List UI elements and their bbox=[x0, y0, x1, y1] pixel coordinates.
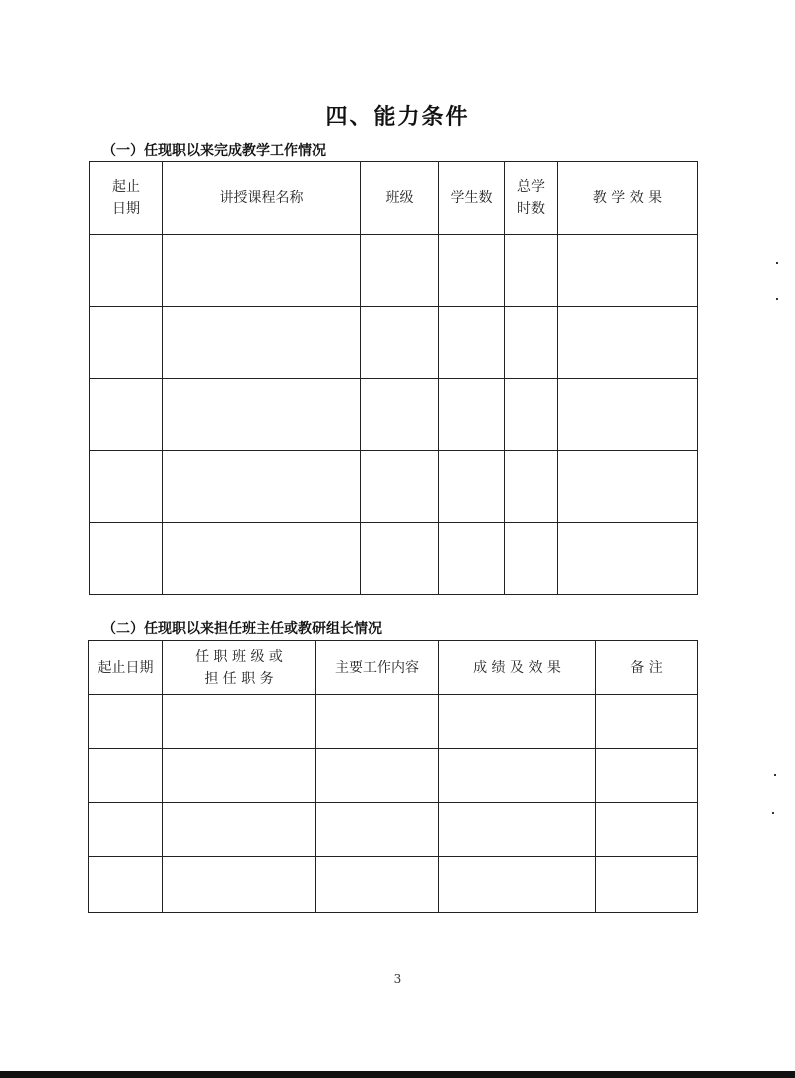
cell-class[interactable] bbox=[361, 451, 439, 523]
header-teaching-effect: 教 学 效 果 bbox=[558, 162, 698, 235]
table-row bbox=[89, 749, 698, 803]
cell-hours[interactable] bbox=[505, 523, 558, 595]
cell-effect[interactable] bbox=[558, 523, 698, 595]
cell-hours[interactable] bbox=[505, 451, 558, 523]
cell-date[interactable] bbox=[89, 749, 163, 803]
cell-position[interactable] bbox=[163, 803, 316, 857]
scan-speck bbox=[776, 298, 778, 300]
cell-class[interactable] bbox=[361, 379, 439, 451]
header-main-work: 主要工作内容 bbox=[316, 641, 439, 695]
header-student-count: 学生数 bbox=[439, 162, 505, 235]
cell-students[interactable] bbox=[439, 379, 505, 451]
cell-effect[interactable] bbox=[558, 235, 698, 307]
scan-speck bbox=[772, 812, 774, 814]
table-row bbox=[89, 803, 698, 857]
page-number: 3 bbox=[393, 972, 402, 986]
cell-effect[interactable] bbox=[558, 451, 698, 523]
cell-remarks[interactable] bbox=[596, 803, 698, 857]
cell-achievement[interactable] bbox=[439, 803, 596, 857]
table-row bbox=[89, 857, 698, 913]
header-course-name: 讲授课程名称 bbox=[163, 162, 361, 235]
cell-effect[interactable] bbox=[558, 307, 698, 379]
cell-date[interactable] bbox=[90, 451, 163, 523]
scan-speck bbox=[774, 774, 776, 776]
header-total-hours: 总学 时数 bbox=[505, 162, 558, 235]
cell-students[interactable] bbox=[439, 235, 505, 307]
table-row bbox=[89, 695, 698, 749]
table-row bbox=[90, 235, 698, 307]
cell-date[interactable] bbox=[89, 857, 163, 913]
cell-hours[interactable] bbox=[505, 235, 558, 307]
table-row bbox=[90, 451, 698, 523]
section-heading-head-teacher: （二）任现职以来担任班主任或教研组长情况 bbox=[102, 621, 382, 637]
cell-work[interactable] bbox=[316, 695, 439, 749]
table-row bbox=[90, 379, 698, 451]
cell-remarks[interactable] bbox=[596, 857, 698, 913]
cell-remarks[interactable] bbox=[596, 749, 698, 803]
header-achievements: 成 绩 及 效 果 bbox=[439, 641, 596, 695]
cell-hours[interactable] bbox=[505, 307, 558, 379]
cell-course[interactable] bbox=[163, 523, 361, 595]
cell-date[interactable] bbox=[90, 235, 163, 307]
cell-course[interactable] bbox=[163, 451, 361, 523]
table-row bbox=[90, 523, 698, 595]
scan-speck bbox=[776, 262, 778, 264]
cell-students[interactable] bbox=[439, 451, 505, 523]
cell-date[interactable] bbox=[90, 523, 163, 595]
cell-achievement[interactable] bbox=[439, 857, 596, 913]
header-class: 班级 bbox=[361, 162, 439, 235]
cell-position[interactable] bbox=[163, 695, 316, 749]
cell-class[interactable] bbox=[361, 523, 439, 595]
cell-work[interactable] bbox=[316, 857, 439, 913]
cell-course[interactable] bbox=[163, 235, 361, 307]
cell-remarks[interactable] bbox=[596, 695, 698, 749]
scan-edge-bar bbox=[0, 1071, 795, 1078]
cell-course[interactable] bbox=[163, 379, 361, 451]
header-start-end-date: 起止日期 bbox=[89, 641, 163, 695]
head-teacher-table bbox=[88, 640, 698, 913]
cell-position[interactable] bbox=[163, 749, 316, 803]
cell-date[interactable] bbox=[89, 803, 163, 857]
header-position: 任 职 班 级 或 担 任 职 务 bbox=[163, 641, 316, 695]
cell-hours[interactable] bbox=[505, 379, 558, 451]
table-header-row bbox=[89, 641, 698, 695]
cell-effect[interactable] bbox=[558, 379, 698, 451]
header-remarks: 备 注 bbox=[596, 641, 698, 695]
page-title: 四、能力条件 bbox=[325, 105, 470, 130]
section-heading-teaching: （一）任现职以来完成教学工作情况 bbox=[102, 143, 326, 159]
cell-students[interactable] bbox=[439, 307, 505, 379]
cell-date[interactable] bbox=[90, 307, 163, 379]
cell-students[interactable] bbox=[439, 523, 505, 595]
table-row bbox=[90, 307, 698, 379]
cell-work[interactable] bbox=[316, 803, 439, 857]
teaching-work-table bbox=[89, 161, 698, 595]
table-header-row bbox=[90, 162, 698, 235]
cell-date[interactable] bbox=[90, 379, 163, 451]
cell-work[interactable] bbox=[316, 749, 439, 803]
cell-achievement[interactable] bbox=[439, 749, 596, 803]
cell-class[interactable] bbox=[361, 307, 439, 379]
cell-class[interactable] bbox=[361, 235, 439, 307]
cell-achievement[interactable] bbox=[439, 695, 596, 749]
cell-date[interactable] bbox=[89, 695, 163, 749]
header-start-end-date: 起止 日期 bbox=[90, 162, 163, 235]
cell-course[interactable] bbox=[163, 307, 361, 379]
cell-position[interactable] bbox=[163, 857, 316, 913]
